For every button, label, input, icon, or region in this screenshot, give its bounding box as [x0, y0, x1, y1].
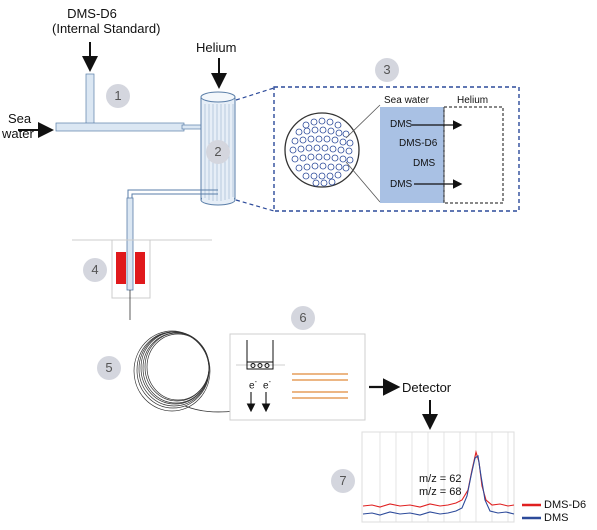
- legend-label-dms-d6: DMS-D6: [544, 499, 587, 511]
- fiber-zoom-line-bottom: [346, 162, 380, 202]
- internal-standard-label: [52, 6, 161, 36]
- step-badge-6: 6: [291, 306, 315, 330]
- species-dms-3: DMS: [390, 179, 413, 190]
- trap-capillary: [127, 198, 133, 290]
- internal-standard-name: DMS-D6: [67, 6, 117, 21]
- electron-label-1: e-: [249, 379, 257, 392]
- fiber-bundle-cross-section: [285, 113, 359, 187]
- detector-label: Detector: [402, 380, 452, 395]
- step-badge-4: 4: [83, 258, 107, 282]
- standard-inlet-tube: [86, 74, 94, 126]
- internal-standard-note: (Internal Standard): [52, 21, 161, 36]
- sea-water-line-1: Sea: [8, 111, 32, 126]
- sea-water-compartment-label: Sea water: [384, 95, 430, 106]
- step-badge-2: 2: [206, 140, 230, 164]
- helium-compartment: [444, 107, 503, 203]
- step-badge-3: 3: [375, 58, 399, 82]
- trap-heater-left: [116, 252, 126, 284]
- electron-label-2: e-: [263, 379, 271, 392]
- legend-label-dms: DMS: [544, 512, 569, 524]
- helium-compartment-label: Helium: [457, 95, 489, 106]
- step-badge-5: 5: [97, 356, 121, 380]
- helium-inlet-label: Helium: [196, 40, 237, 55]
- zoom-line-top: [236, 88, 274, 100]
- sea-water-line-2: water: [2, 126, 34, 141]
- step-badge-1: 1: [106, 84, 130, 108]
- species-dms-d6: DMS-D6: [399, 138, 438, 149]
- step-badge-7: 7: [331, 469, 355, 493]
- column-outlet: [185, 406, 236, 412]
- mz-68-label: m/z = 68: [419, 486, 462, 498]
- sea-water-label: [2, 111, 34, 141]
- species-dms-2: DMS: [413, 158, 436, 169]
- mz-62-label: m/z = 62: [419, 473, 462, 485]
- sea-water-inlet-tube: [56, 123, 184, 131]
- fiber-zoom-line-top: [346, 105, 380, 138]
- trap-heater-right: [135, 252, 145, 284]
- gc-column-coil: [134, 331, 210, 411]
- species-dms-1: DMS: [390, 119, 413, 130]
- zoom-line-bottom: [236, 200, 274, 211]
